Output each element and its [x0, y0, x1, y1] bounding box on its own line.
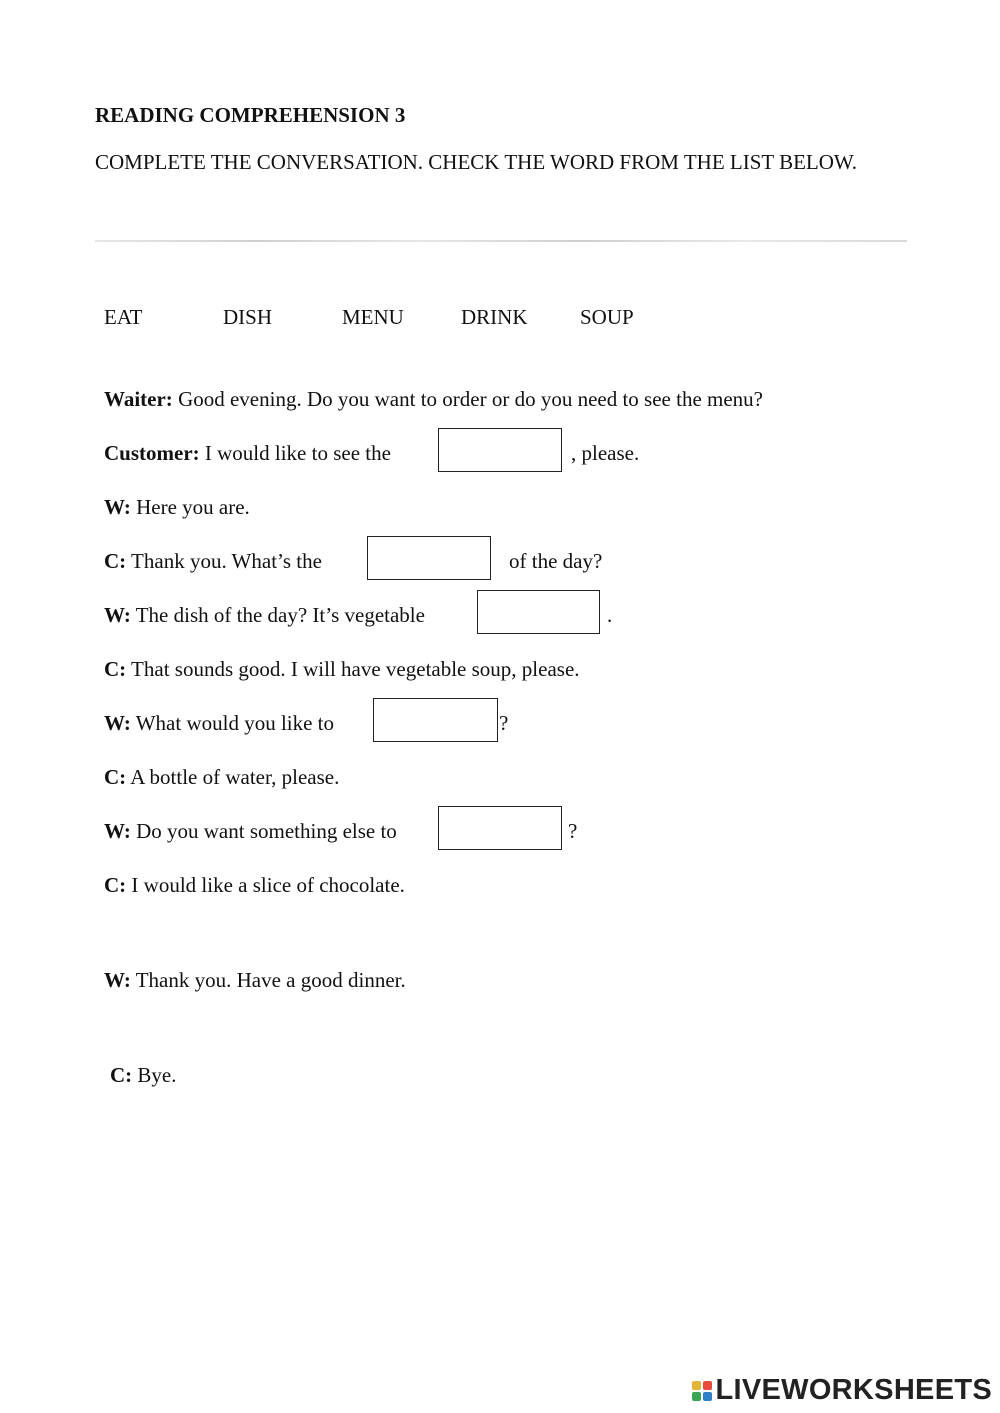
line-text-after: , please. — [571, 441, 640, 465]
line-text: What would you like to — [130, 711, 335, 735]
speaker-label: Waiter: — [104, 387, 173, 411]
dialogue-line-8 — [104, 765, 339, 790]
speaker-label: C: — [110, 1063, 133, 1087]
blank-input-menu[interactable] — [438, 428, 562, 472]
line-text-after: ? — [499, 711, 509, 735]
dialogue-line-6 — [104, 657, 580, 682]
word-bank-eat: EAT — [104, 305, 143, 329]
dialogue-line-3 — [104, 495, 250, 520]
line-text: The dish of the day? It’s vegetable — [130, 603, 425, 627]
word-bank-drink: DRINK — [461, 305, 528, 329]
line-text: That sounds good. I will have vegetable soup, please. — [126, 657, 580, 681]
word-bank-soup: SOUP — [580, 305, 634, 329]
instructions: COMPLETE THE CONVERSATION. CHECK THE WORD FROM THE LIST BELOW. — [95, 150, 858, 174]
divider — [95, 240, 907, 242]
word-bank-menu: MENU — [342, 305, 404, 329]
line-text: Good evening. Do you want to order or do you need to see the menu? — [172, 387, 763, 411]
line-text: Thank you. What’s the — [126, 549, 322, 573]
dialogue-line-10 — [104, 865, 426, 906]
line-text: Bye. — [132, 1063, 177, 1087]
dialogue-line-1 — [104, 387, 763, 412]
line-text: Do you want something else to — [130, 819, 397, 843]
line-text: A bottle of water, please. — [126, 765, 340, 789]
speaker-label: W: — [104, 495, 131, 519]
line-text: I would like a slice of chocolate. — [126, 873, 405, 897]
speaker-label: W: — [104, 603, 131, 627]
speaker-label: Customer: — [104, 441, 200, 465]
dialogue-line-7 — [104, 711, 334, 736]
line-text-after: of the day? — [509, 549, 603, 573]
logo-text: LIVEWORKSHEETS — [715, 1374, 992, 1406]
dialogue-line-5 — [104, 603, 425, 628]
speaker-label: W: — [104, 968, 131, 992]
dialogue-line-12 — [110, 1063, 177, 1088]
speaker-label: W: — [104, 819, 131, 843]
dialogue-line-2 — [104, 441, 391, 466]
speaker-label: C: — [104, 549, 127, 573]
dialogue-line-4 — [104, 549, 322, 574]
line-text-after: ? — [568, 819, 578, 843]
speaker-label: W: — [104, 711, 131, 735]
logo-squares-icon — [692, 1381, 712, 1401]
dialogue-line-11 — [104, 960, 426, 1001]
word-bank-dish: DISH — [223, 305, 273, 329]
line-text: Here you are. — [130, 495, 250, 519]
page-title: READING COMPREHENSION 3 — [95, 103, 406, 127]
speaker-label: C: — [104, 873, 127, 897]
blank-input-soup[interactable] — [477, 590, 600, 634]
line-text: Thank you. Have a good dinner. — [130, 968, 406, 992]
blank-input-drink[interactable] — [373, 698, 498, 742]
blank-input-dish[interactable] — [367, 536, 491, 580]
dialogue-line-9 — [104, 819, 397, 844]
speaker-label: C: — [104, 657, 127, 681]
blank-input-eat[interactable] — [438, 806, 562, 850]
speaker-label: C: — [104, 765, 127, 789]
line-text: I would like to see the — [199, 441, 391, 465]
line-text-after: . — [607, 603, 613, 627]
liveworksheets-logo — [692, 1374, 993, 1407]
